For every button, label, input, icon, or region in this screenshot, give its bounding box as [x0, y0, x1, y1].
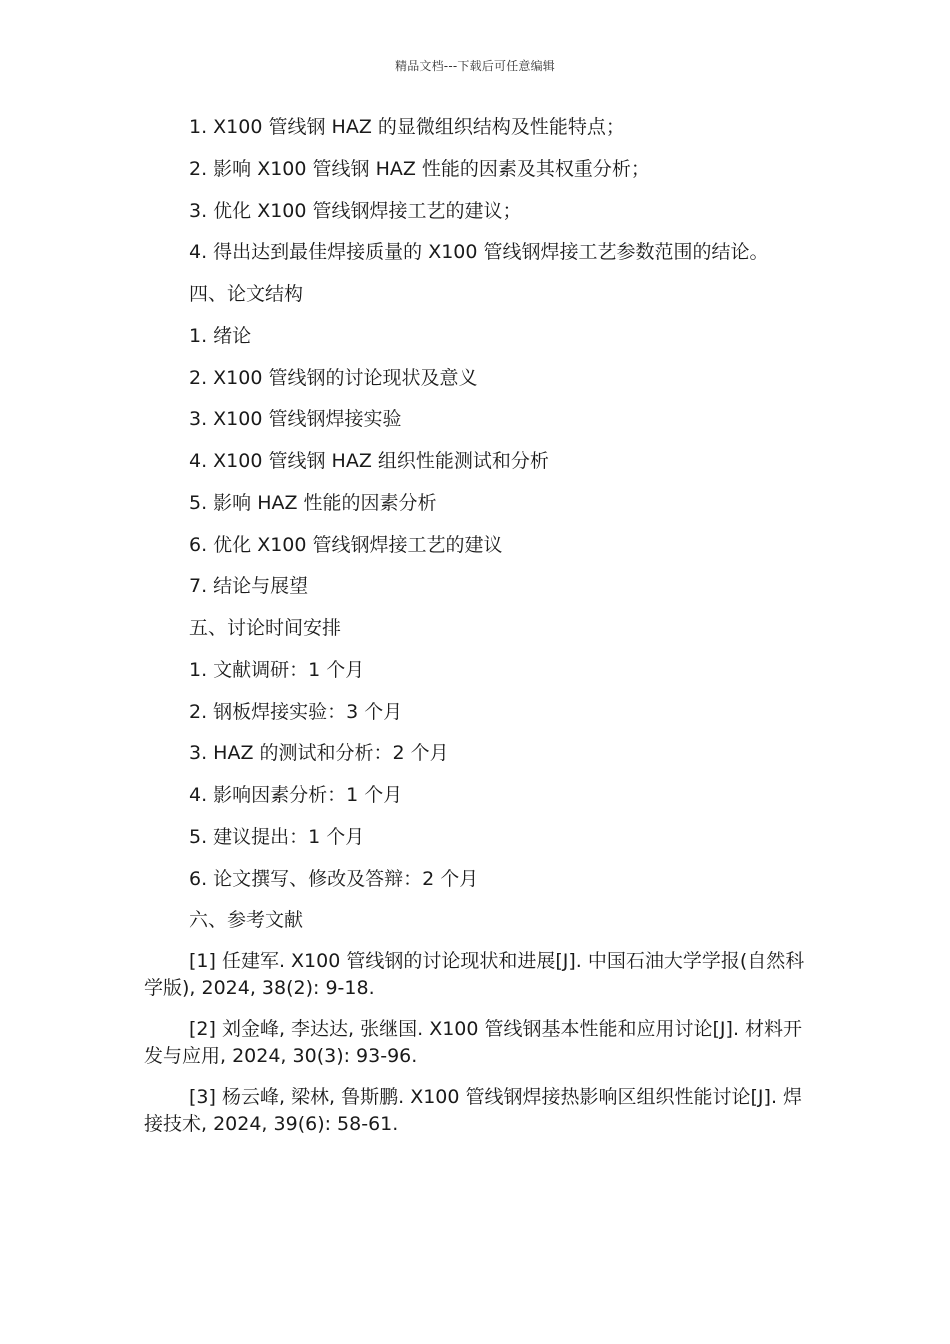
section-heading: 六、参考文献	[189, 909, 304, 932]
list-item: 3. 优化 X100 管线钢焊接工艺的建议；	[189, 199, 522, 222]
list-item: 6. 论文撰写、修改及答辩：2 个月	[189, 867, 479, 890]
list-item: 4. X100 管线钢 HAZ 组织性能测试和分析	[189, 450, 549, 472]
list-item: 1. X100 管线钢 HAZ 的显微组织结构及性能特点；	[189, 116, 625, 138]
section-heading: 四、论文结构	[189, 283, 304, 305]
list-item: 2. 钢板焊接实验：3 个月	[189, 700, 403, 723]
list-item: 5. 影响 HAZ 性能的因素分析	[189, 491, 437, 514]
list-item: 2. 影响 X100 管线钢 HAZ 性能的因素及其权重分析；	[189, 157, 650, 180]
section-heading: 五、讨论时间安排	[189, 617, 342, 639]
list-item: 6. 优化 X100 管线钢焊接工艺的建议	[189, 533, 503, 556]
reference-item: [1] 任建军. X100 管线钢的讨论现状和进展[J]. 中国石油大学学报(自然科学版), 2024, 38(2): 9-18.	[144, 950, 805, 999]
list-item: 2. X100 管线钢的讨论现状及意义	[189, 366, 478, 389]
list-item: 5. 建议提出：1 个月	[189, 825, 365, 848]
list-item: 4. 得出达到最佳焊接质量的 X100 管线钢焊接工艺参数范围的结论。	[189, 241, 769, 264]
list-item: 3. X100 管线钢焊接实验	[189, 408, 402, 431]
reference-item: [2] 刘金峰, 李达达, 张继国. X100 管线钢基本性能和应用讨论[J]. 材料开发与应用, 2024, 30(3): 93-96.	[144, 1018, 803, 1067]
document-body	[144, 113, 816, 1152]
reference-item: [3] 杨云峰, 梁林, 鲁斯鹏. X100 管线钢焊接热影响区组织性能讨论[J]. 焊接技术, 2024, 39(6): 58-61.	[144, 1086, 803, 1135]
list-item: 1. 文献调研：1 个月	[189, 658, 365, 681]
list-item: 1. 绪论	[189, 324, 252, 347]
list-item: 4. 影响因素分析：1 个月	[189, 784, 403, 806]
list-item: 3. HAZ 的测试和分析：2 个月	[189, 742, 449, 765]
page-header: 精品文档---下载后可任意编辑	[395, 59, 555, 73]
list-item: 7. 结论与展望	[189, 575, 309, 598]
